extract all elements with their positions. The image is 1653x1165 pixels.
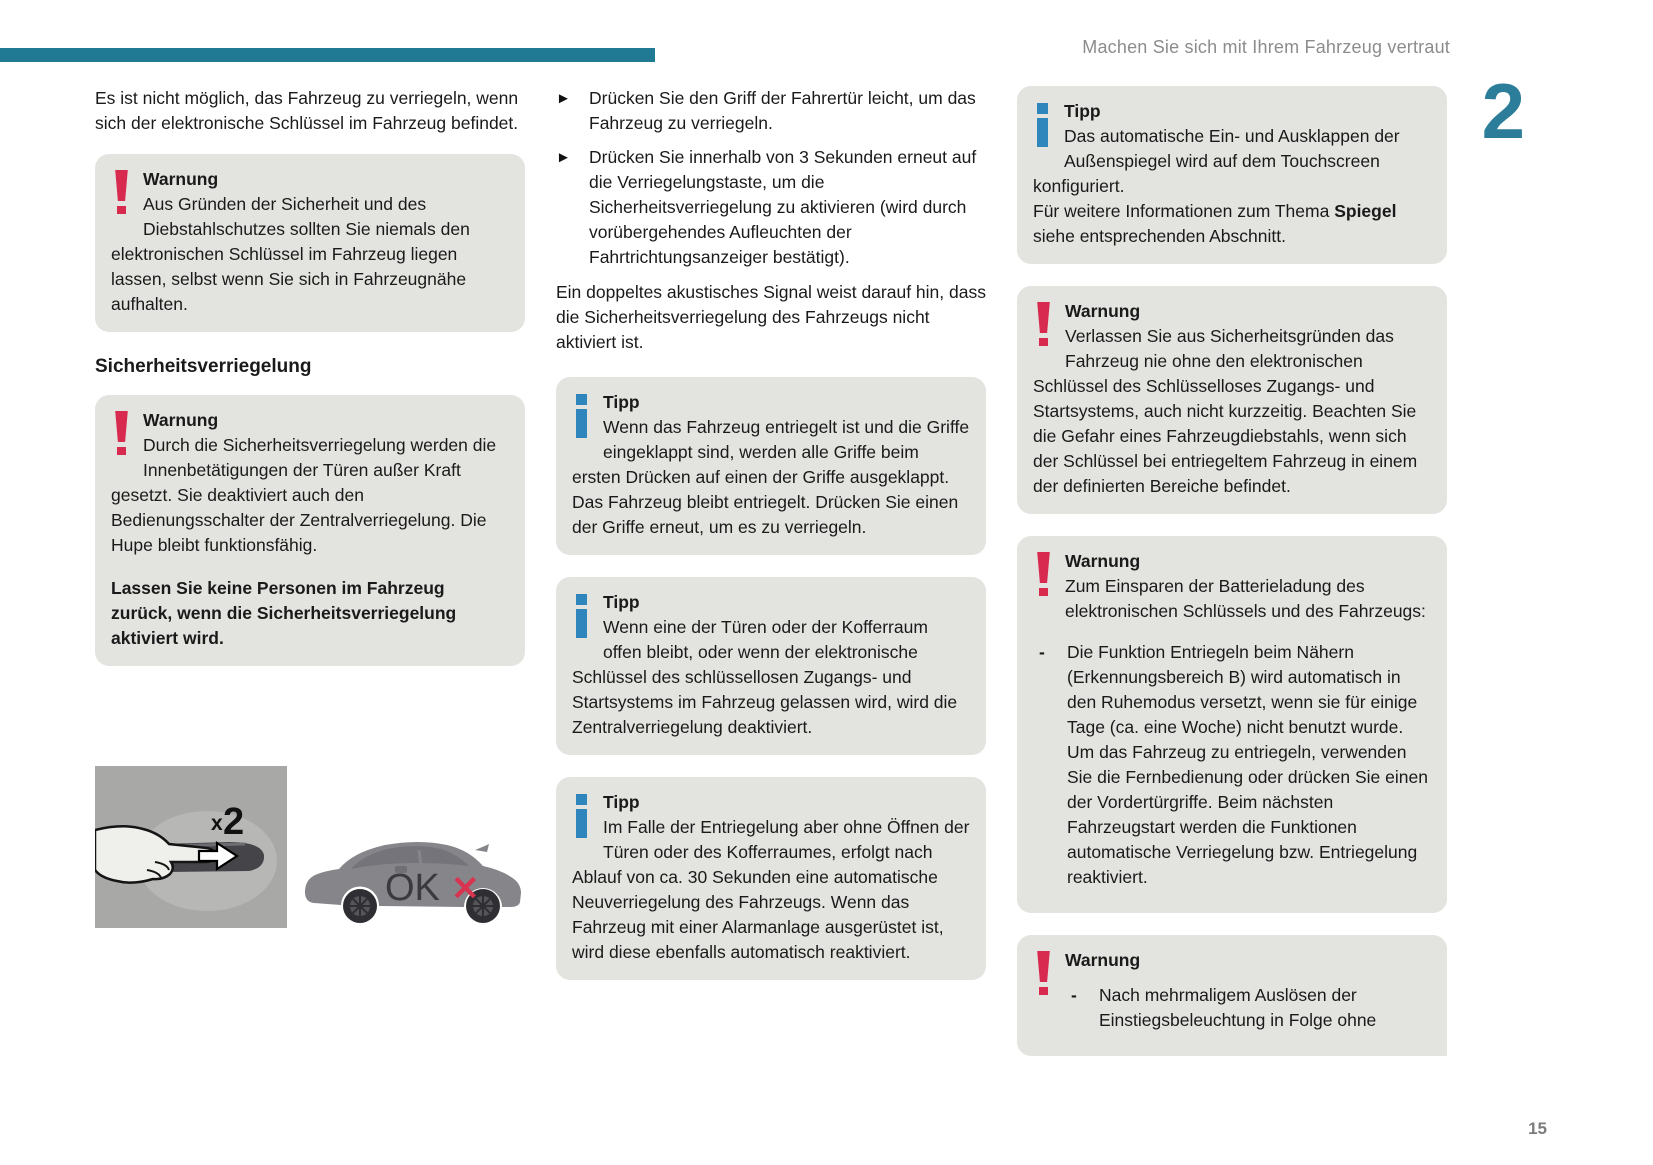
warning-title: Warnung [1065,551,1141,571]
tip-box [556,777,986,980]
page-number: 15 [1528,1119,1547,1138]
warning-text: Verlassen Sie aus Sicherheitsgründen das Fahrzeug nie ohne den elektronischen Schlüssel des Schlüsselloses Zugangs- und Startsystems, auch nicht kurzzeitig. Beachten Sie die Gefahr eines Fahrzeugdiebstahls, wenn sich der Schlüssel bei entriegeltem Fahrzeug in einem der definierten Bereiche befindet. [1033,326,1418,496]
warning-box [1017,286,1447,514]
warning-title: Warnung [1065,950,1141,970]
warning-title: Warnung [1065,301,1141,321]
bullet-text: Drücken Sie den Griff der Fahrertür leicht, um das Fahrzeug zu verriegeln. [589,88,976,133]
press-count-number-label: 2 [223,801,245,843]
warning-exclamation-icon [1035,552,1052,599]
intro-paragraph: Es ist nicht möglich, das Fahrzeug zu verriegeln, wenn sich der elektronische Schlüssel im Fahrzeug befindet. [95,88,519,133]
arrow-bullet-icon: ► [556,149,571,166]
warning-bold-text: Lassen Sie keine Personen im Fahrzeug zurück, wenn die Sicherheitsverriegelung aktiviert wird. [111,578,457,648]
warning-exclamation-icon [113,170,130,217]
tip-text: Wenn eine der Türen oder der Kofferraum offen bleibt, oder wenn der elektronische Schlüssel des schlüssellosen Zugangs- und Startsystems im Fahrzeug gelassen wird, wird die Zentralverriegelung deaktiviert. [572,617,958,737]
list-item [1033,640,1431,890]
warning-dash-list [1033,983,1431,1033]
press-count-x-label: x [211,812,223,835]
car-ok-label: OK [385,867,440,909]
warning-box [1017,935,1447,1056]
instruction-bullet [556,86,986,136]
warning-box [95,154,525,332]
info-icon [1036,103,1049,149]
warning-title: Warnung [143,169,219,189]
tip-box [1017,86,1447,264]
tip-text-part: siehe entsprechenden Abschnitt. [1033,226,1286,246]
arrow-bullet-icon: ► [556,90,571,107]
warning-title: Warnung [143,410,219,430]
warning-text: Durch die Sicherheitsverriegelung werden die Innenbetätigungen der Türen außer Kraft gesetzt. Sie deaktiviert auch den Bedienungsschalter der Zentralverriegelung. Die Hupe bleibt funktionsfähig. [111,435,497,555]
instruction-bullet [556,145,986,270]
tip-text-bold-term: Spiegel [1334,201,1397,221]
column-1 [95,86,525,1078]
handle-press-image [95,766,287,928]
tip-text: Im Falle der Entriegelung aber ohne Öffnen der Türen oder des Kofferraumes, erfolgt nach Ablauf von ca. 30 Sekunden eine automatische Neuverriegelung des Fahrzeugs. Wenn das Fahrzeug mit einer Alarmanlage ausgerüstet ist, wird diese ebenfalls automatisch reaktiviert. [572,817,970,962]
info-icon [575,794,588,840]
column-2 [556,86,986,1078]
car-status-image [299,814,525,928]
tip-title: Tipp [1064,101,1101,121]
tip-box [556,577,986,755]
warning-intro: Zum Einsparen der Batterieladung des elektronischen Schlüssels und des Fahrzeugs: [1065,576,1426,621]
info-icon [575,394,588,440]
accent-divider-bar [0,48,655,62]
chapter-number: 2 [1481,67,1525,155]
info-icon [575,594,588,640]
bullet-text: Drücken Sie innerhalb von 3 Sekunden erneut auf die Verriegelungstaste, um die Sicherheitsverriegelung zu aktivieren (wird durch vorübergehendes Aufleuchten der Fahrtrichtungsanzeiger bestätigt). [589,147,977,267]
tip-title: Tipp [603,592,640,612]
dash-bullet: - [1071,985,1077,1005]
tip-title: Tipp [603,392,640,412]
warning-dash-list [1033,640,1431,890]
list-item-text: Die Funktion Entriegeln beim Nähern (Erkennungsbereich B) wird automatisch in den Ruhemodus versetzt, wenn sie für einige Tage (ca. eine Woche) nicht benutzt wurde. Um das Fahrzeug zu entriegeln, verwenden Sie die Fernbedienung oder drücken Sie einen der Vordertürgriffe. Beim nächsten Fahrzeugstart werden die Funktionen automatische Verriegelung bzw. Entriegelung reaktiviert. [1067,642,1428,887]
car-cross-mark: ✕ [451,870,480,908]
column-3 [1017,86,1447,1078]
warning-text: Aus Gründen der Sicherheit und des Diebstahlschutzes sollten Sie niemals den elektronischen Schlüssel im Fahrzeug liegen lassen, selbst wenn Sie sich in Fahrzeugnähe aufhalten. [111,194,470,314]
running-header-title: Machen Sie sich mit Ihrem Fahrzeug vertraut [1082,37,1450,57]
section-heading: Sicherheitsverriegelung [95,356,312,377]
body-paragraph: Ein doppeltes akustisches Signal weist darauf hin, dass die Sicherheitsverriegelung des Fahrzeugs nicht aktiviert ist. [556,282,986,352]
dash-bullet: - [1039,642,1045,662]
tip-text: Wenn das Fahrzeug entriegelt ist und die Griffe eingeklappt sind, werden alle Griffe beim ersten Drücken auf einen der Griffe ausgeklappt. Das Fahrzeug bleibt entriegelt. Drücken Sie einen der Griffe erneut, um es zu verriegeln. [572,417,970,537]
list-item-text: Nach mehrmaligem Auslösen der Einstiegsbeleuchtung in Folge ohne [1099,985,1377,1030]
content-columns [95,86,1447,1078]
warning-exclamation-icon [1035,302,1052,349]
warning-exclamation-icon [1035,951,1052,998]
warning-box [95,395,525,666]
tip-box [556,377,986,555]
warning-box [1017,536,1447,913]
list-item [1065,983,1431,1033]
tip-text-part: Für weitere Informationen zum Thema [1033,201,1335,221]
tip-title: Tipp [603,792,640,812]
tip-text: Das automatische Ein- und Ausklappen der Außenspiegel wird auf dem Touchscreen konfiguriert. Für weitere Informationen zum Thema Spiegel siehe entsprechenden Abschnitt. [1033,126,1400,246]
door-handle-figure [95,766,525,928]
warning-exclamation-icon [113,411,130,458]
